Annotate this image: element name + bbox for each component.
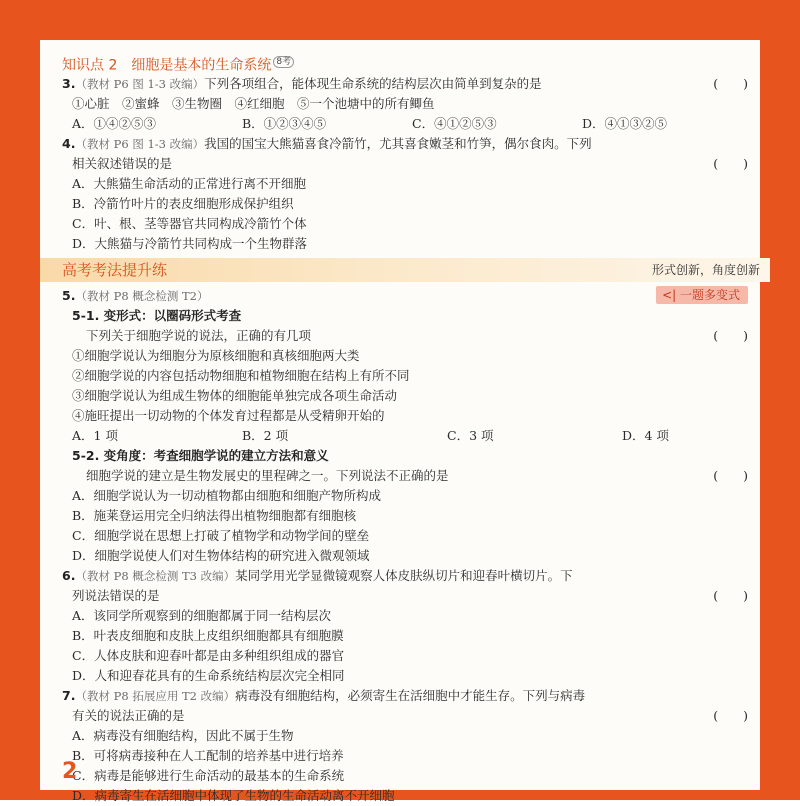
option-c[interactable]: C．叶、根、茎等器官共同构成冷箭竹个体	[72, 216, 307, 231]
option-c[interactable]: C．细胞学说在思想上打破了植物学和动物学间的壁垒	[72, 528, 370, 543]
answer-blank[interactable]: ( )	[713, 328, 748, 343]
option-b[interactable]: B．2 项	[242, 428, 289, 443]
section-title-knowledge-2: 知识点 2 细胞是基本的生命系统 $^{8考}$	[62, 50, 748, 74]
share-icon: <	[662, 288, 673, 302]
option-a[interactable]: A．病毒没有细胞结构，因此不属于生物	[72, 728, 294, 743]
question-5-1-stem: 下列关于细胞学说的说法，正确的有几项 ( )	[62, 326, 748, 346]
option-d[interactable]: D．细胞学说使人们对生物体结构的研究进入微观领域	[72, 548, 370, 563]
option-b[interactable]: B．施莱登运用完全归纳法得出植物细胞都有细胞核	[72, 508, 357, 523]
option-b[interactable]: B．可将病毒接种在人工配制的培养基中进行培养	[72, 748, 344, 763]
question-5-stem: 5.（教材 P8 概念检测 T2） <| 一题多变式	[62, 286, 748, 306]
option-b[interactable]: B．①②③④⑤	[242, 116, 327, 131]
section-band-exam-practice: 高考考法提升练 形式创新，角度创新	[40, 258, 770, 282]
question-5-1-options	[62, 426, 748, 446]
page-frame-right	[760, 0, 800, 800]
option-c[interactable]: C．④①②⑤③	[412, 116, 497, 131]
question-5-1-label: 5-1. 变形式：以圈码形式考查	[72, 308, 242, 323]
option-a[interactable]: A．1 项	[72, 428, 118, 443]
question-5-2-label: 5-2. 变角度：考查细胞学说的建立方法和意义	[72, 448, 329, 463]
option-b[interactable]: B．冷箭竹叶片的表皮细胞形成保护组织	[72, 196, 294, 211]
page-content	[62, 50, 760, 806]
statement-2: ②细胞学说的内容包括动物细胞和植物细胞在结构上有所不同	[72, 368, 410, 383]
variant-tag: <| 一题多变式	[656, 286, 748, 304]
question-7-stem-cont: 有关的说法正确的是 ( )	[62, 706, 748, 726]
question-4-stem: 4.（教材 P6 图 1-3 改编）我国的国宝大熊猫喜食冷箭竹，尤其喜食嫩茎和竹笋，偶尔食肉。下列	[62, 136, 592, 151]
option-c[interactable]: C．人体皮肤和迎春叶都是由多种组织组成的器官	[72, 648, 345, 663]
book-page	[40, 40, 760, 803]
question-5-2-stem: 细胞学说的建立是生物发展史的里程碑之一。下列说法不正确的是 ( )	[62, 466, 748, 486]
option-c[interactable]: C．病毒是能够进行生命活动的最基本的生命系统	[72, 768, 345, 783]
option-a[interactable]: A．该同学所观察到的细胞都属于同一结构层次	[72, 608, 332, 623]
option-d[interactable]: D．④①③②⑤	[582, 116, 668, 131]
question-7-stem: 7.（教材 P8 拓展应用 T2 改编）病毒没有细胞结构，必须寄生在活细胞中才能生存。下列与病毒	[62, 688, 586, 703]
answer-blank[interactable]: ( )	[713, 468, 748, 483]
option-a[interactable]: A．①④②⑤③	[72, 116, 157, 131]
statement-3: ③细胞学说认为组成生物体的细胞能单独完成各项生命活动	[72, 388, 398, 403]
question-3-options	[62, 114, 748, 134]
option-d[interactable]: D．病毒寄生在活细胞中体现了生物的生命活动离不开细胞	[72, 788, 395, 803]
statement-1: ①细胞学说认为细胞分为原核细胞和真核细胞两大类	[72, 348, 360, 363]
option-a[interactable]: A．大熊猫生命活动的正常进行离不开细胞	[72, 176, 307, 191]
page-frame-left	[0, 0, 40, 800]
answer-blank[interactable]: ( )	[713, 588, 748, 603]
exam-count-badge: 8考	[273, 56, 294, 68]
page-number: 2	[62, 759, 78, 784]
page-frame-top	[0, 0, 800, 40]
question-3-items: ①心脏 ②蜜蜂 ③生物圈 ④红细胞 ⑤一个池塘中的所有鲫鱼	[72, 96, 435, 111]
question-6-stem: 6.（教材 P8 概念检测 T3 改编）某同学用光学显微镜观察人体皮肤纵切片和迎春叶横切片。下	[62, 568, 573, 583]
answer-blank[interactable]: ( )	[713, 708, 748, 723]
statement-4: ④施旺提出一切动物的个体发育过程都是从受精卵开始的	[72, 408, 385, 423]
option-d[interactable]: D．人和迎春花具有的生命系统结构层次完全相同	[72, 668, 345, 683]
option-b[interactable]: B．叶表皮细胞和皮肤上皮组织细胞都具有细胞膜	[72, 628, 344, 643]
option-d[interactable]: D．大熊猫与冷箭竹共同构成一个生物群落	[72, 236, 308, 251]
option-c[interactable]: C．3 项	[447, 428, 494, 443]
question-6-stem-cont: 列说法错误的是 ( )	[62, 586, 748, 606]
option-a[interactable]: A．细胞学说认为一切动植物都由细胞和细胞产物所构成	[72, 488, 382, 503]
question-4-stem-cont: 相关叙述错误的是 ( )	[62, 154, 748, 174]
option-d[interactable]: D．4 项	[622, 428, 669, 443]
answer-blank[interactable]: ( )	[713, 76, 748, 91]
answer-blank[interactable]: ( )	[713, 156, 748, 171]
question-3-stem: 3.（教材 P6 图 1-3 改编）下列各项组合，能体现生命系统的结构层次由简单到复杂的是 ( )	[62, 74, 748, 94]
